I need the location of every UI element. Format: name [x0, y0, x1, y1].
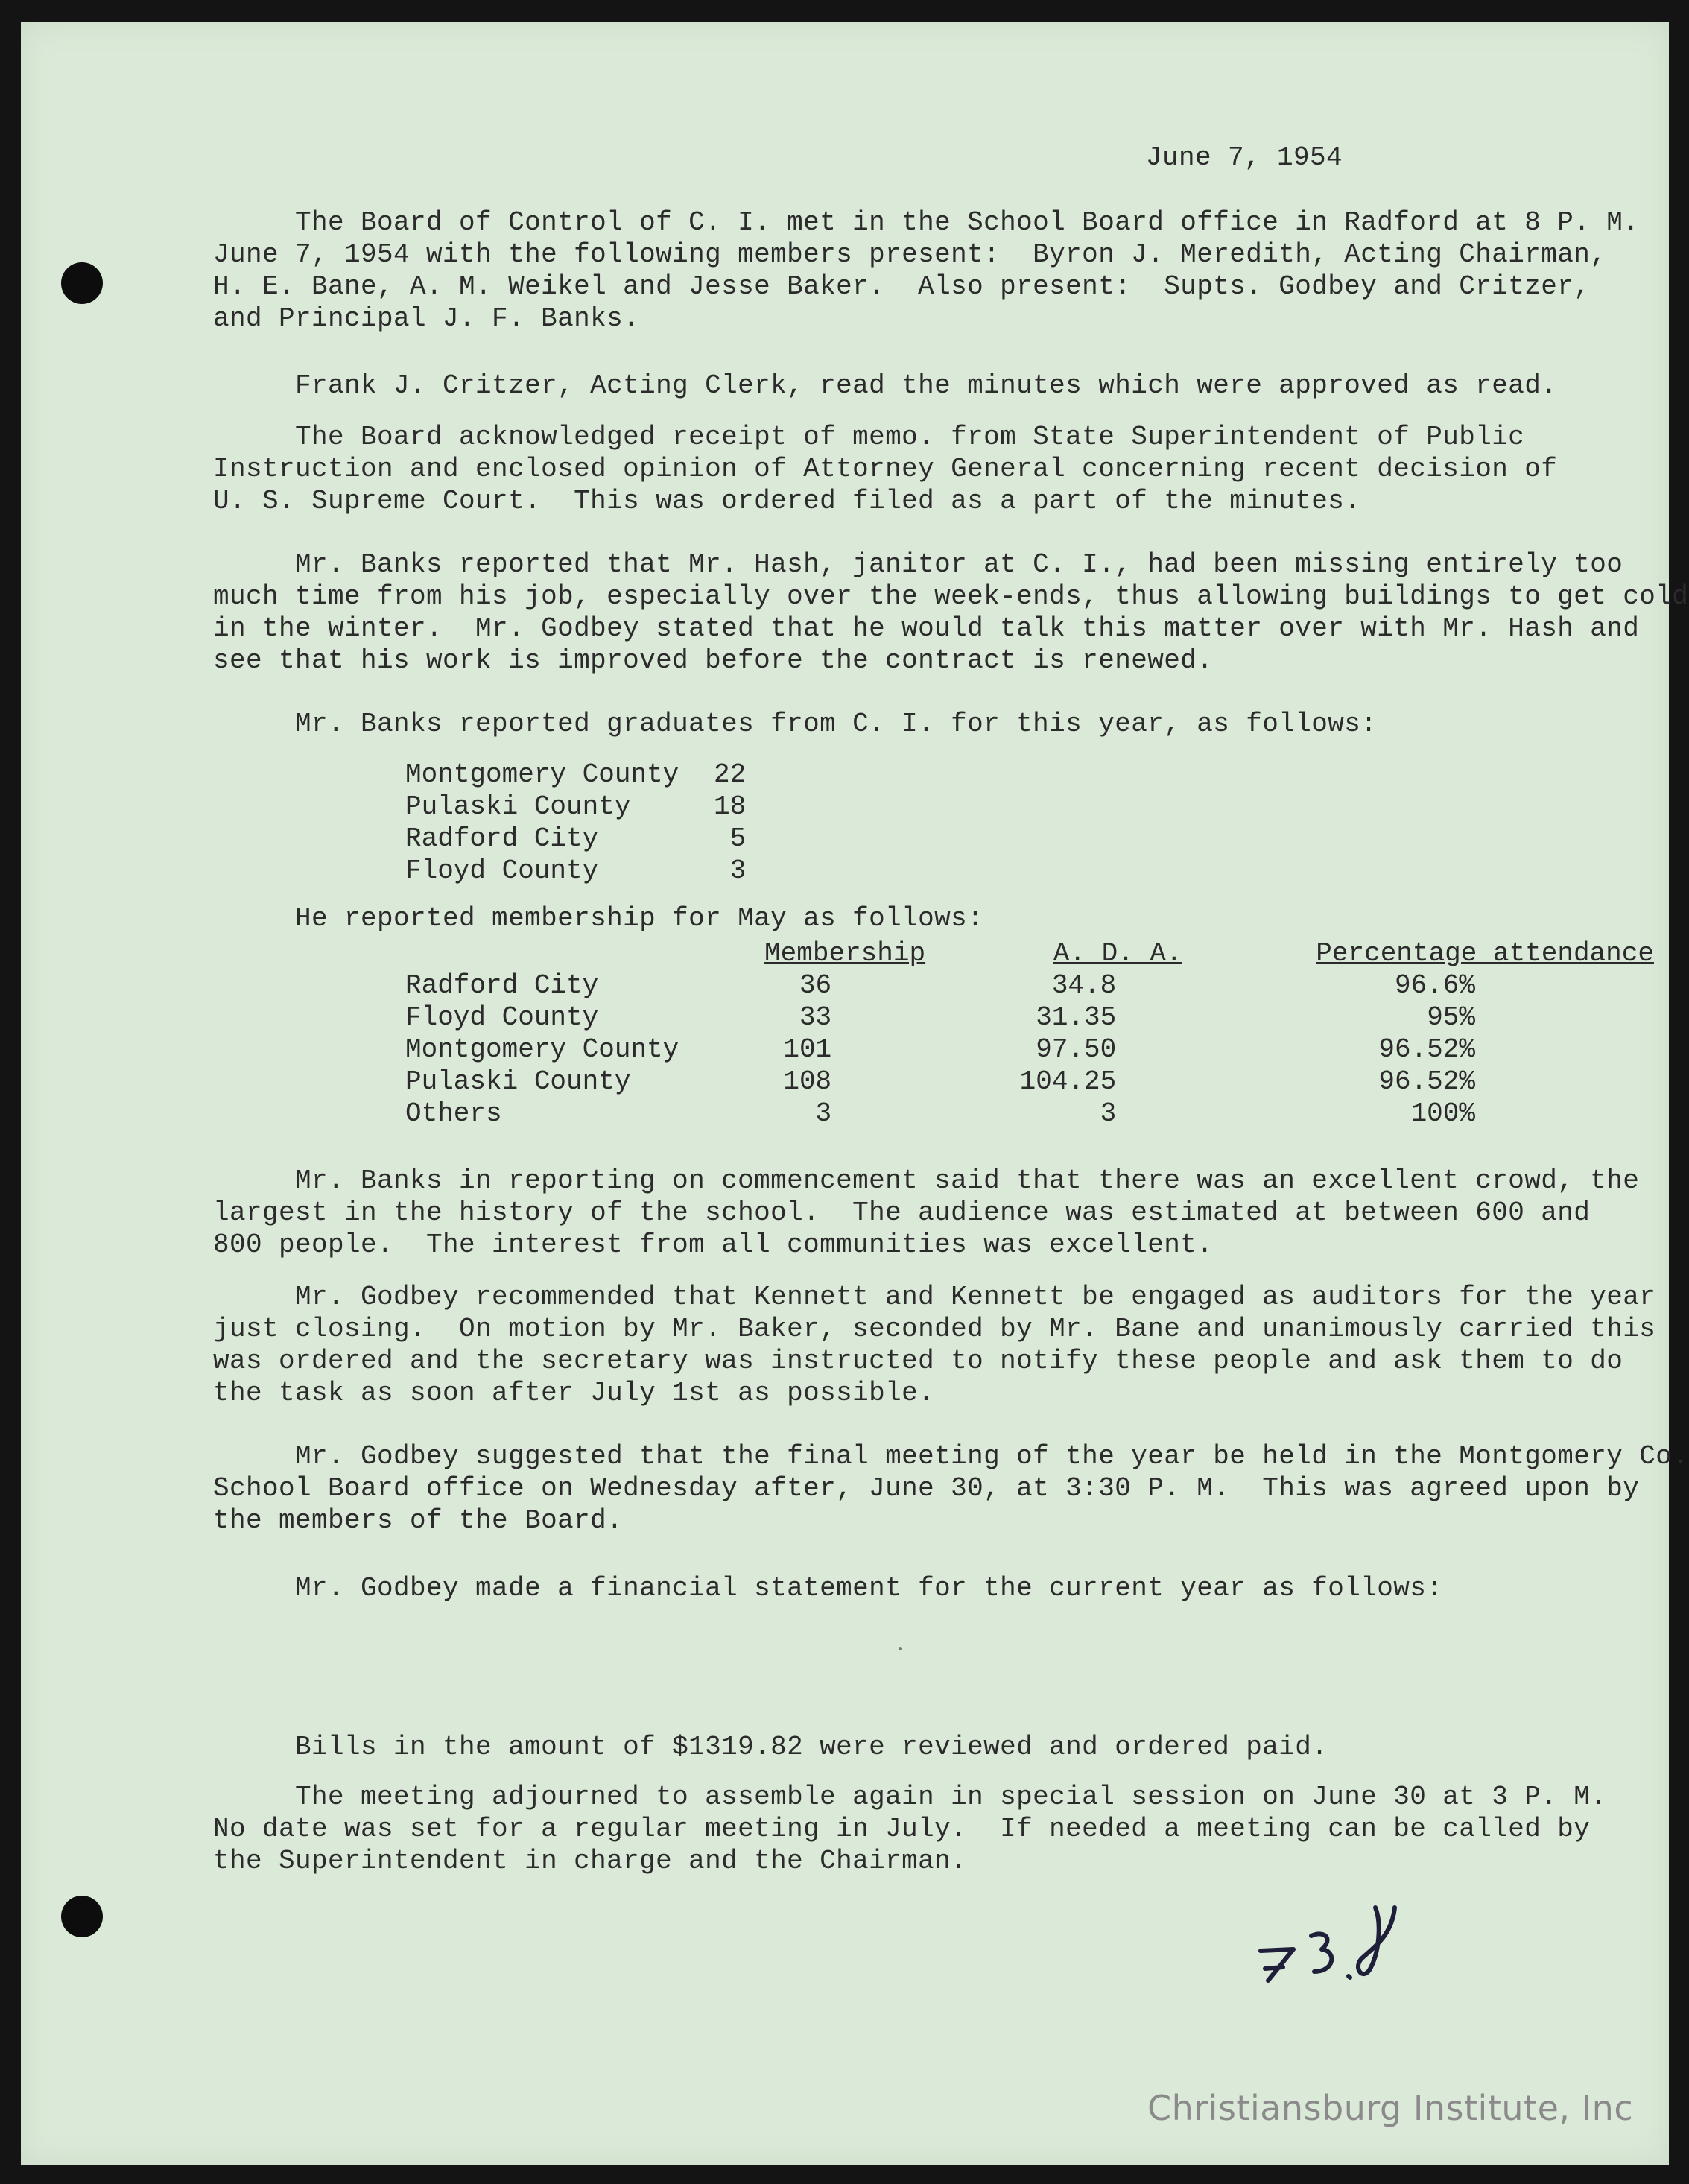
row-ada: 31.35 — [1036, 1002, 1117, 1033]
text-line: was ordered and the secretary was instructed to notify these people and ask them to do — [213, 1346, 1623, 1376]
graduate-count: 3 — [729, 855, 747, 886]
membership-table — [405, 937, 1669, 1130]
paragraph-graduates-intro — [213, 708, 1673, 740]
text-line: just closing. On motion by Mr. Baker, seconded by Mr. Bane and unanimously carried this — [213, 1314, 1656, 1344]
text-line: largest in the history of the school. The audience was estimated at between 600 and — [213, 1197, 1591, 1228]
document-date: June 7, 1954 — [1146, 142, 1343, 173]
punch-hole-bottom — [61, 1896, 103, 1937]
text-line: U. S. Supreme Court. This was ordered filed as a part of the minutes. — [213, 486, 1361, 516]
ink-speck — [899, 1647, 902, 1650]
paragraph-financial-statement — [213, 1572, 1673, 1604]
punch-hole-top — [61, 262, 103, 304]
county-name: Radford City — [405, 823, 599, 854]
row-name: Pulaski County — [405, 1066, 631, 1097]
row-ada: 3 — [1100, 1098, 1117, 1129]
text-line: much time from his job, especially over the week-ends, thus allowing buildings to get cold — [213, 581, 1689, 612]
text-line: Mr. Godbey recommended that Kennett and Kennett be engaged as auditors for the year — [213, 1282, 1656, 1312]
paragraph-memo — [213, 421, 1673, 517]
county-name: Montgomery County — [405, 759, 679, 790]
row-ada: 34.8 — [1051, 970, 1117, 1001]
table-row — [405, 855, 746, 887]
paragraph-commencement — [213, 1165, 1673, 1261]
text-line: Mr. Godbey suggested that the final meeting of the year be held in the Montgomery Co. — [213, 1441, 1689, 1472]
text-line: Instruction and enclosed opinion of Attorney General concerning recent decision of — [213, 454, 1558, 484]
text-line: H. E. Bane, A. M. Weikel and Jesse Baker. Also present: Supts. Godbey and Critzer, — [213, 271, 1591, 302]
header-percentage: Percentage attendance — [1316, 938, 1654, 969]
graduate-count: 18 — [714, 791, 747, 822]
text-line: the task as soon after July 1st as possible. — [213, 1378, 935, 1408]
paragraph-bills — [213, 1731, 1673, 1763]
row-ada: 104.25 — [1019, 1066, 1117, 1097]
header-membership: Membership — [764, 938, 926, 969]
text-line: The Board of Control of C. I. met in the School Board office in Radford at 8 P. M. — [213, 207, 1640, 238]
paragraph-final-meeting — [213, 1440, 1689, 1536]
row-membership: 108 — [783, 1066, 832, 1097]
text-line: Bills in the amount of $1319.82 were reviewed and ordered paid. — [213, 1732, 1328, 1762]
graduate-count: 22 — [714, 759, 747, 790]
table-row — [405, 1001, 1669, 1034]
text-line: and Principal J. F. Banks. — [213, 303, 640, 334]
graduate-count: 5 — [729, 823, 747, 854]
paragraph-janitor — [213, 548, 1689, 677]
handwritten-initials-signature — [1250, 1878, 1414, 1997]
text-line: see that his work is improved before the contract is renewed. — [213, 645, 1214, 676]
row-percentage: 100% — [1410, 1098, 1475, 1129]
text-line: The meeting adjourned to assemble again in special session on June 30 at 3 P. M. — [213, 1782, 1607, 1812]
text-line: The Board acknowledged receipt of memo. from State Superintendent of Public — [213, 422, 1525, 452]
row-name: Others — [405, 1098, 502, 1129]
row-name: Floyd County — [405, 1002, 599, 1033]
text-line: in the winter. Mr. Godbey stated that he would talk this matter over with Mr. Hash and — [213, 613, 1640, 644]
paragraph-auditors — [213, 1281, 1673, 1409]
text-line: Mr. Banks reported graduates from C. I. for this year, as follows: — [213, 709, 1378, 739]
row-percentage: 96.52% — [1378, 1034, 1475, 1065]
text-line: Mr. Godbey made a financial statement for the current year as follows: — [213, 1573, 1443, 1604]
table-row — [405, 969, 1669, 1001]
text-line: June 7, 1954 with the following members present: Byron J. Meredith, Acting Chairman, — [213, 239, 1607, 270]
table-header-row — [405, 937, 1669, 969]
text-line: Mr. Banks in reporting on commencement said that there was an excellent crowd, the — [213, 1165, 1640, 1196]
row-name: Montgomery County — [405, 1034, 679, 1065]
text-line: Mr. Banks reported that Mr. Hash, janitor at C. I., had been missing entirely too — [213, 549, 1623, 580]
county-name: Pulaski County — [405, 791, 631, 822]
table-row — [405, 791, 746, 823]
row-percentage: 96.52% — [1378, 1066, 1475, 1097]
row-membership: 3 — [815, 1098, 832, 1129]
row-name: Radford City — [405, 970, 599, 1001]
text-line: School Board office on Wednesday after, June 30, at 3:30 P. M. This was agreed upon by — [213, 1473, 1640, 1504]
table-row — [405, 823, 746, 855]
row-ada: 97.50 — [1036, 1034, 1117, 1065]
table-row — [405, 759, 746, 791]
paragraph-membership-intro — [213, 902, 1673, 934]
row-membership: 36 — [799, 970, 832, 1001]
table-row — [405, 1066, 1669, 1098]
table-row — [405, 1034, 1669, 1066]
row-membership: 33 — [799, 1002, 832, 1033]
paragraph-minutes-approved — [213, 370, 1673, 402]
text-line: No date was set for a regular meeting in July. If needed a meeting can be called by — [213, 1814, 1591, 1844]
text-line: 800 people. The interest from all communities was excellent. — [213, 1229, 1214, 1260]
table-row — [405, 1098, 1669, 1130]
document-page — [21, 22, 1689, 2165]
paragraph-adjournment — [213, 1781, 1673, 1877]
text-line: Frank J. Critzer, Acting Clerk, read the minutes which were approved as read. — [213, 370, 1558, 401]
row-percentage: 96.6% — [1394, 970, 1475, 1001]
text-line: the Superintendent in charge and the Chairman. — [213, 1846, 968, 1876]
paragraph-attendance — [213, 206, 1673, 335]
county-name: Floyd County — [405, 855, 599, 886]
text-line: the members of the Board. — [213, 1505, 624, 1536]
text-line: He reported membership for May as follows: — [213, 903, 984, 934]
watermark-text: Christiansburg Institute, Inc — [1147, 2088, 1634, 2128]
header-ada: A. D. A. — [1053, 938, 1182, 969]
graduates-table — [405, 759, 746, 887]
row-membership: 101 — [783, 1034, 832, 1065]
row-percentage: 95% — [1427, 1002, 1475, 1033]
